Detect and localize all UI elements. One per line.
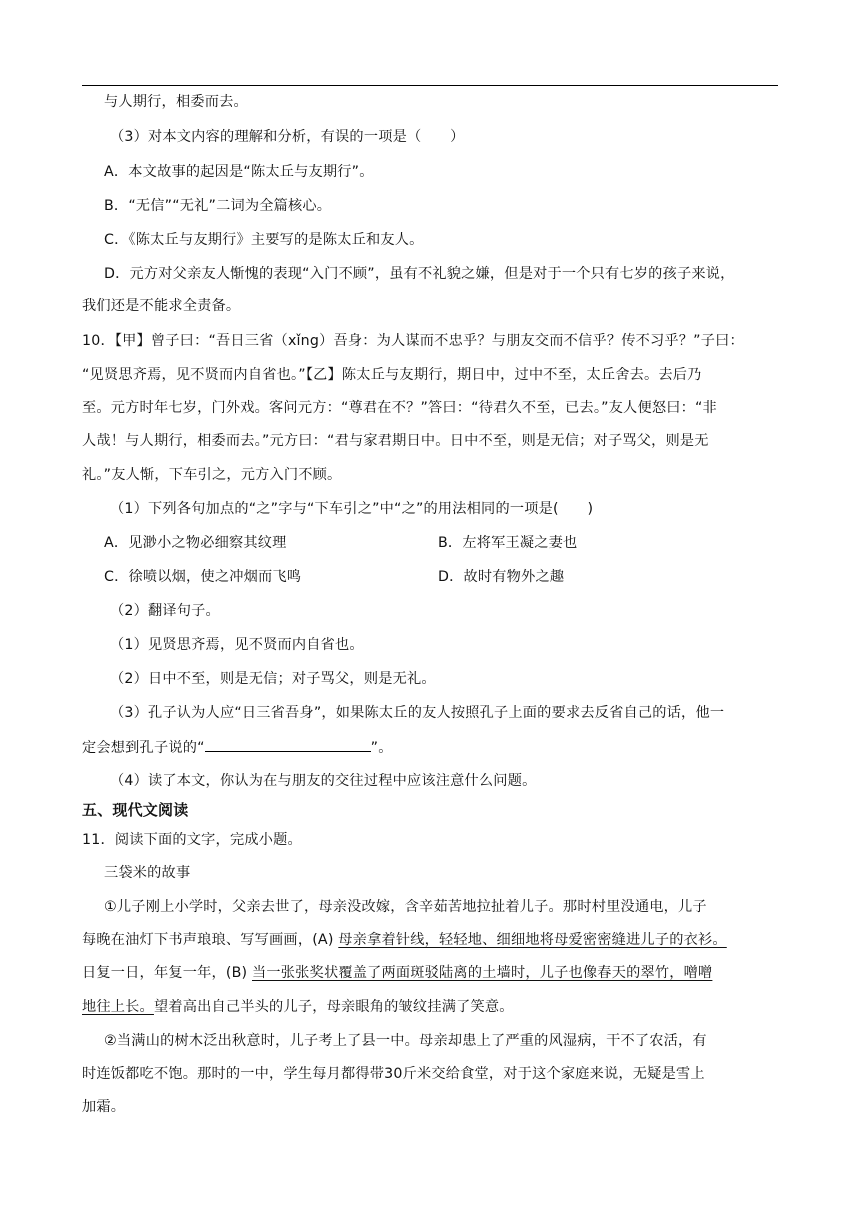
plain-text: 望着高出自己半头的儿子，母亲眼角的皱纹挂满了笑意。 bbox=[153, 999, 514, 1015]
paragraph-2: ②当满山的树木泛出秋意时，儿子考上了县一中。母亲却患上了严重的风湿病，干不了农活，有 bbox=[104, 1033, 707, 1049]
subquestion-2: （2）翻译句子。 bbox=[110, 603, 220, 619]
choice-d: D．故时有物外之趣 bbox=[438, 569, 565, 585]
choice-a: A．见渺小之物必细察其纹理 bbox=[104, 535, 287, 551]
subquestion-1: （1）下列各句加点的“之”字与“下车引之”中“之”的用法相同的一项是( ) bbox=[110, 501, 594, 517]
option-c: C．《陈太丘与友期行》主要写的是陈太丘和友人。 bbox=[104, 232, 424, 248]
fill-in-suffix: ”。 bbox=[370, 740, 393, 756]
passage-line: 礼。”友人惭，下车引之，元方入门不顾。 bbox=[82, 467, 342, 483]
underlined-sentence-b: 当一张张奖状覆盖了两面斑驳陆离的土墙时，儿子也像春天的翠竹，噌噌 bbox=[252, 965, 713, 981]
answer-blank[interactable] bbox=[205, 737, 371, 752]
plain-text: 日复一日，年复一年，(B) bbox=[82, 965, 252, 981]
text-line: 与人期行，相委而去。 bbox=[104, 94, 248, 110]
option-d-cont: 我们还是不能求全责备。 bbox=[82, 298, 241, 314]
paragraph-1: ①儿子刚上小学时，父亲去世了，母亲没改嫁，含辛茹苦地拉扯着儿子。那时村里没通电，儿子 bbox=[104, 899, 707, 915]
translate-item-2: （2）日中不至，则是无信；对子骂父，则是无礼。 bbox=[110, 671, 436, 687]
passage-line: 至。元方时年七岁，门外戏。客问元方：“尊君在不？”答曰：“待君久不至，已去。”友人便怒曰：“非 bbox=[82, 400, 717, 416]
paragraph-2-line: 加霜。 bbox=[82, 1099, 126, 1115]
option-a: A．本文故事的起因是“陈太丘与友期行”。 bbox=[104, 164, 374, 180]
question-3: （3）对本文内容的理解和分析，有误的一项是（ ） bbox=[110, 129, 465, 145]
paragraph-1-line bbox=[82, 930, 782, 950]
translate-item-1: （1）见贤思齐焉，见不贤而内自省也。 bbox=[110, 637, 364, 653]
story-title: 三袋米的故事 bbox=[104, 865, 191, 881]
fill-in-line bbox=[82, 737, 782, 758]
passage-line: “见贤思齐焉，见不贤而内自省也。”【乙】陈太丘与友期行，期日中，过中不至，太丘舍去。去后乃 bbox=[82, 367, 702, 383]
section-heading: 五、现代文阅读 bbox=[82, 801, 189, 819]
subquestion-4: （4）读了本文，你认为在与朋友的交往过程中应该注意什么问题。 bbox=[110, 773, 537, 789]
paragraph-1-line bbox=[82, 997, 782, 1017]
choice-c: C．徐喷以烟，使之冲烟而飞鸣 bbox=[104, 569, 302, 585]
fill-in-prefix: 定会想到孔子说的“ bbox=[82, 740, 205, 756]
option-b: B．“无信”“无礼”二词为全篇核心。 bbox=[104, 198, 332, 214]
header-rule bbox=[82, 85, 778, 86]
paragraph-2-line: 时连饭都吃不饱。那时的一中，学生每月都得带30斤米交给食堂，对于这个家庭来说，无疑是雪上 bbox=[82, 1066, 705, 1082]
passage-line: 人哉！与人期行，相委而去。”元方曰：“君与家君期日中。日中不至，则是无信；对子骂父，则是无 bbox=[82, 433, 709, 449]
question-10: 10．【甲】曾子曰：“吾日三省（xǐng）吾身：为人谋而不忠乎？与朋友交而不信乎？传不习乎？”子曰： bbox=[82, 333, 744, 349]
option-d: D．元方对父亲友人惭愧的表现“入门不顾”，虽有不礼貌之嫌，但是对于一个只有七岁的孩子来说， bbox=[104, 266, 735, 282]
paragraph-1-line bbox=[82, 963, 782, 983]
underlined-sentence-b-cont: 地往上长。 bbox=[82, 999, 154, 1015]
question-11: 11．阅读下面的文字，完成小题。 bbox=[82, 832, 302, 848]
choice-b: B．左将军王凝之妻也 bbox=[438, 535, 578, 551]
plain-text: 每晚在油灯下书声琅琅、写写画画，(A) bbox=[82, 932, 339, 948]
subquestion-3: （3）孔子认为人应“日三省吾身”，如果陈太丘的友人按照孔子上面的要求去反省自己的话，他一 bbox=[110, 705, 725, 721]
underlined-sentence-a: 母亲拿着针线，轻轻地、细细地将母爱密密缝进儿子的衣衫。 bbox=[338, 932, 727, 948]
